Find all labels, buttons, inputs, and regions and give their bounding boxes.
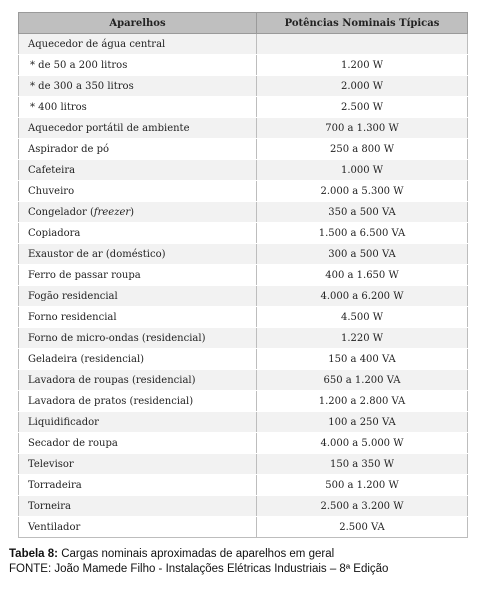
table-body xyxy=(19,34,468,538)
header-nominal-power: Potências Nominais Típicas xyxy=(257,13,468,34)
appliance-cell xyxy=(19,517,257,538)
table-row xyxy=(19,391,468,412)
appliance-name: Torradeira xyxy=(28,479,82,491)
power-cell: 4.000 a 6.200 W xyxy=(257,286,468,307)
appliance-name: Lavadora de pratos (residencial) xyxy=(28,395,194,407)
appliance-cell xyxy=(19,412,257,433)
table-row xyxy=(19,286,468,307)
table-row xyxy=(19,223,468,244)
appliance-cell xyxy=(19,391,257,412)
appliance-cell xyxy=(19,118,257,139)
appliance-cell xyxy=(19,328,257,349)
appliance-name: Forno residencial xyxy=(28,311,117,323)
appliance-cell xyxy=(19,139,257,160)
appliance-name: Ferro de passar roupa xyxy=(28,269,141,281)
power-cell: 2.500 a 3.200 W xyxy=(257,496,468,517)
table-row xyxy=(19,97,468,118)
power-cell: 1.000 W xyxy=(257,160,468,181)
appliance-name: Ventilador xyxy=(28,521,81,533)
appliance-name: Fogão residencial xyxy=(28,290,118,302)
appliance-cell xyxy=(19,349,257,370)
appliance-name: Televisor xyxy=(28,458,74,470)
table-row xyxy=(19,433,468,454)
table-row xyxy=(19,307,468,328)
appliance-cell xyxy=(19,244,257,265)
appliance-name-italic: freezer xyxy=(93,206,131,218)
table-row xyxy=(19,412,468,433)
appliance-name: Aquecedor de água central xyxy=(28,38,166,50)
power-cell: 2.500 VA xyxy=(257,517,468,538)
caption-source: FONTE: João Mamede Filho - Instalações Elétricas Industriais – 8ª Edição xyxy=(9,563,389,575)
appliance-cell xyxy=(19,34,257,55)
appliance-cell xyxy=(19,97,257,118)
appliance-cell xyxy=(19,202,257,223)
appliance-cell xyxy=(19,307,257,328)
appliance-name: Cafeteira xyxy=(28,164,76,176)
power-cell: 1.500 a 6.500 VA xyxy=(257,223,468,244)
table-row xyxy=(19,160,468,181)
table-row xyxy=(19,370,468,391)
appliance-cell xyxy=(19,160,257,181)
caption-title-line xyxy=(9,547,388,562)
power-cell: 500 a 1.200 W xyxy=(257,475,468,496)
power-cell: 2.000 a 5.300 W xyxy=(257,181,468,202)
table-row xyxy=(19,244,468,265)
document xyxy=(18,12,467,538)
table-row xyxy=(19,517,468,538)
table-row xyxy=(19,349,468,370)
table-row xyxy=(19,181,468,202)
appliance-name: Lavadora de roupas (residencial) xyxy=(28,374,196,386)
caption-text: Cargas nominais aproximadas de aparelhos em geral xyxy=(58,548,335,560)
appliance-name-tail: ) xyxy=(130,206,135,218)
power-cell: 100 a 250 VA xyxy=(257,412,468,433)
appliance-cell xyxy=(19,433,257,454)
table-row xyxy=(19,34,468,55)
table-row xyxy=(19,265,468,286)
power-cell: 1.200 a 2.800 VA xyxy=(257,391,468,412)
appliance-cell xyxy=(19,496,257,517)
appliance-name: Congelador ( xyxy=(28,206,94,218)
caption-label: Tabela 8: xyxy=(9,548,58,560)
header-appliances: Aparelhos xyxy=(19,13,257,34)
appliance-name: Exaustor de ar (doméstico) xyxy=(28,248,166,260)
table-row xyxy=(19,475,468,496)
appliance-name: * de 50 a 200 litros xyxy=(30,59,128,71)
appliance-name: Geladeira (residencial) xyxy=(28,353,145,365)
power-cell: 250 a 800 W xyxy=(257,139,468,160)
power-cell: 150 a 350 W xyxy=(257,454,468,475)
appliance-name: Forno de micro-ondas (residencial) xyxy=(28,332,206,344)
appliance-cell xyxy=(19,475,257,496)
power-cell: 150 a 400 VA xyxy=(257,349,468,370)
appliance-name: Copiadora xyxy=(28,227,81,239)
appliance-name: Liquidificador xyxy=(28,416,99,428)
power-cell: 4.500 W xyxy=(257,307,468,328)
appliance-cell xyxy=(19,265,257,286)
table-row xyxy=(19,202,468,223)
power-cell: 700 a 1.300 W xyxy=(257,118,468,139)
appliance-name: Chuveiro xyxy=(28,185,75,197)
table-row xyxy=(19,139,468,160)
table-row xyxy=(19,496,468,517)
appliance-power-table xyxy=(18,12,468,538)
power-cell: 650 a 1.200 VA xyxy=(257,370,468,391)
appliance-cell xyxy=(19,181,257,202)
power-cell: 2.500 W xyxy=(257,97,468,118)
power-cell: 300 a 500 VA xyxy=(257,244,468,265)
appliance-name: Secador de roupa xyxy=(28,437,118,449)
appliance-cell xyxy=(19,454,257,475)
appliance-cell xyxy=(19,76,257,97)
appliance-name: Torneira xyxy=(28,500,71,512)
appliance-name: * de 300 a 350 litros xyxy=(30,80,134,92)
power-cell: 4.000 a 5.000 W xyxy=(257,433,468,454)
appliance-cell xyxy=(19,286,257,307)
table-row xyxy=(19,55,468,76)
appliance-cell xyxy=(19,55,257,76)
appliance-name: Aspirador de pó xyxy=(28,143,109,155)
power-cell xyxy=(257,34,468,55)
table-caption xyxy=(9,547,388,577)
power-cell: 1.220 W xyxy=(257,328,468,349)
table-header-row xyxy=(19,13,468,34)
appliance-name: * 400 litros xyxy=(30,101,87,113)
appliance-name: Aquecedor portátil de ambiente xyxy=(28,122,190,134)
power-cell: 400 a 1.650 W xyxy=(257,265,468,286)
table-row xyxy=(19,118,468,139)
appliance-cell xyxy=(19,370,257,391)
power-cell: 350 a 500 VA xyxy=(257,202,468,223)
table-row xyxy=(19,454,468,475)
power-cell: 1.200 W xyxy=(257,55,468,76)
table-row xyxy=(19,328,468,349)
appliance-cell xyxy=(19,223,257,244)
power-cell: 2.000 W xyxy=(257,76,468,97)
table-row xyxy=(19,76,468,97)
